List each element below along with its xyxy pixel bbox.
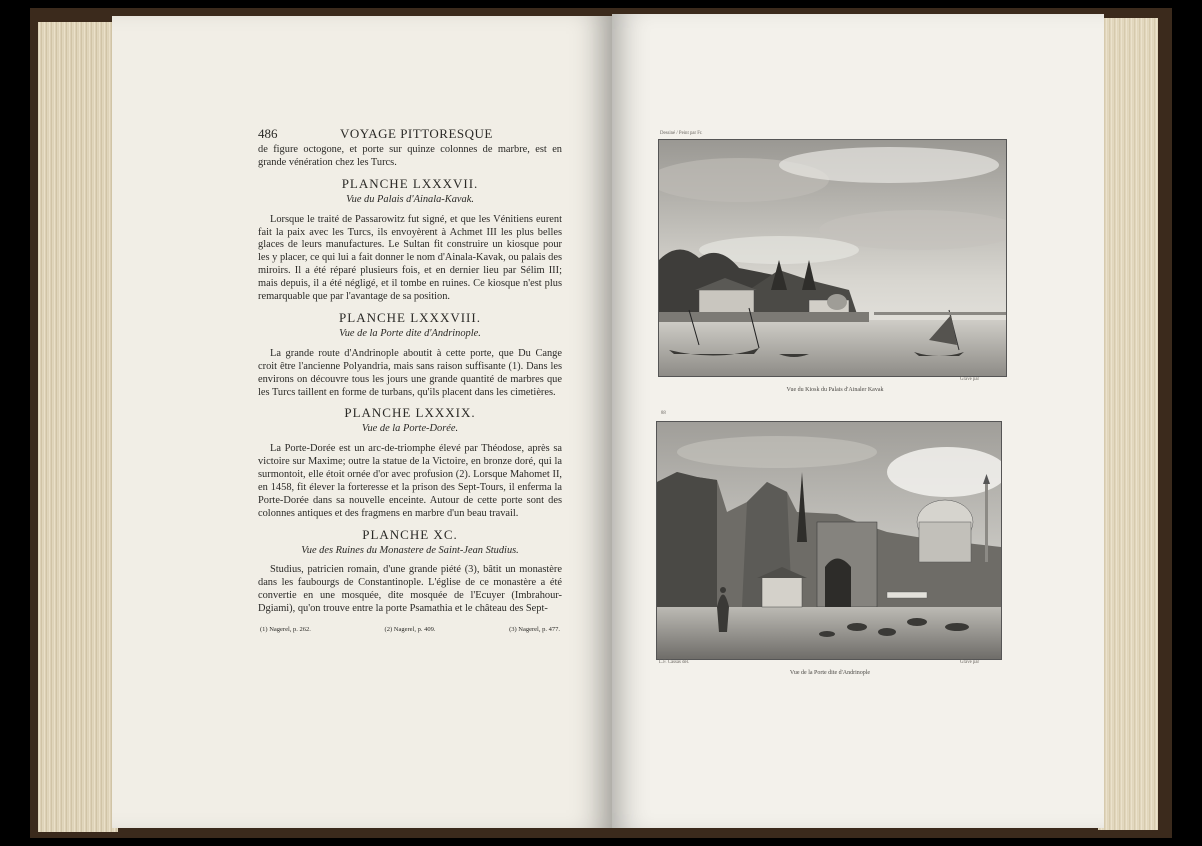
plate-heading-87: PLANCHE LXXXVII. [341,175,479,191]
plate-subtitle-89: Vue de la Porte-Dorée. [361,423,459,435]
plate-bottom-number: 88 [661,411,666,416]
running-title: VOYAGE PITTORESQUE [340,126,493,141]
plate-top-caption: Vue du Kiosk du Palais d'Ainaler Kavak [786,387,884,393]
plate-top-credit-right: Gravé par [960,377,980,382]
plate-body-87: Lorsque le traité de Passarowitz fut signé, et que les Vénitiens eurent fait la paix avec les Turcs, ils envoyèrent à Achmet III les plus belles glaces de leurs manufactures. Le Sultan fit construire un kiosque pour les y placer, ce qui lui a fait donner le nom d'Ainala-Kavak, ou palais des miroirs. Il a été réparé plusieurs fois, et en dernier lieu par Sélim III; mais depuis, il a été négligé, et il tombe en ruines. Ce kiosque n'est plus remarquable que par l'avantage de sa position. [258,213,562,303]
intro-paragraph: de figure octogone, et porte sur quinze colonnes de marbre, est en grande vénération chez les Turcs. [258,144,562,168]
plate-heading-90: PLANCHE XC. [362,526,458,542]
plate-heading-89: PLANCHE LXXXIX. [344,405,476,421]
footnote-2: (2) Nagerel, p. 409. [384,626,436,634]
plate-top-credit-left: Dessiné / Peint par Fr. [660,131,703,136]
running-header [258,128,562,144]
plate-body-90: Studius, patricien romain, d'une grande piété (3), bâtit un monastère dans les faubourgs de Constantinople. L'église de ce monastère a été convertie en une mosquée, dite mosquée de l'Ecuyer (Imbrahour-Dgiami), qu'on trouve entre la porte Psamathia et le château des Sept- [258,564,562,615]
plate-bottom-caption: Vue de la Porte dite d'Andrinople [789,670,871,676]
engraving-kiosk [658,139,1007,377]
footnotes [258,624,562,637]
left-page-text [258,128,562,637]
plate-subtitle-88: Vue de la Porte dite d'Andrinople. [339,327,481,339]
footnote-3: (3) Nagerel, p. 477. [509,626,560,634]
page-number: 486 [258,126,278,141]
page-edges-right [1098,18,1158,830]
engraving-gate [656,421,1002,660]
plate-subtitle-87: Vue du Palais d'Ainala-Kavak. [346,193,474,205]
plate-heading-88: PLANCHE LXXXVIII. [339,309,481,325]
plate-body-88: La grande route d'Andrinople aboutit à cette porte, que Du Cange croit être l'ancienne Polyandria, mais sans raison suffisante (1). Dans les environs on découvre tous les jours une grande quantité de marbres que les Turcs taillent en forme de turbans, qu'ils placent dans les cimetières. [258,347,562,398]
footnote-1: (1) Nagerel, p. 262. [260,626,311,634]
plate-bottom-credit-right: Gravé par [960,660,980,665]
page-edges-left [38,22,118,832]
plate-bottom-credit-left: L.F. Cassas del. [659,660,690,665]
plate-subtitle-90: Vue des Ruines du Monastere de Saint-Jean Studius. [301,544,519,556]
plate-body-89: La Porte-Dorée est un arc-de-triomphe élevé par Théodose, après sa victoire sur Maxime; outre la statue de la Victoire, en bronze doré, qui la surmontoit, elle étoit ornée d'or avec profusion (2). Lorsque Mahomet II, en 1458, fit élever la forteresse et la prison des Sept-Tours, il enferma la Porte-Dorée dans sa nouvelle enceinte. Autour de cette porte sont des colonnes antiques et des fragmens en marbre d'un beau travail. [258,443,562,519]
